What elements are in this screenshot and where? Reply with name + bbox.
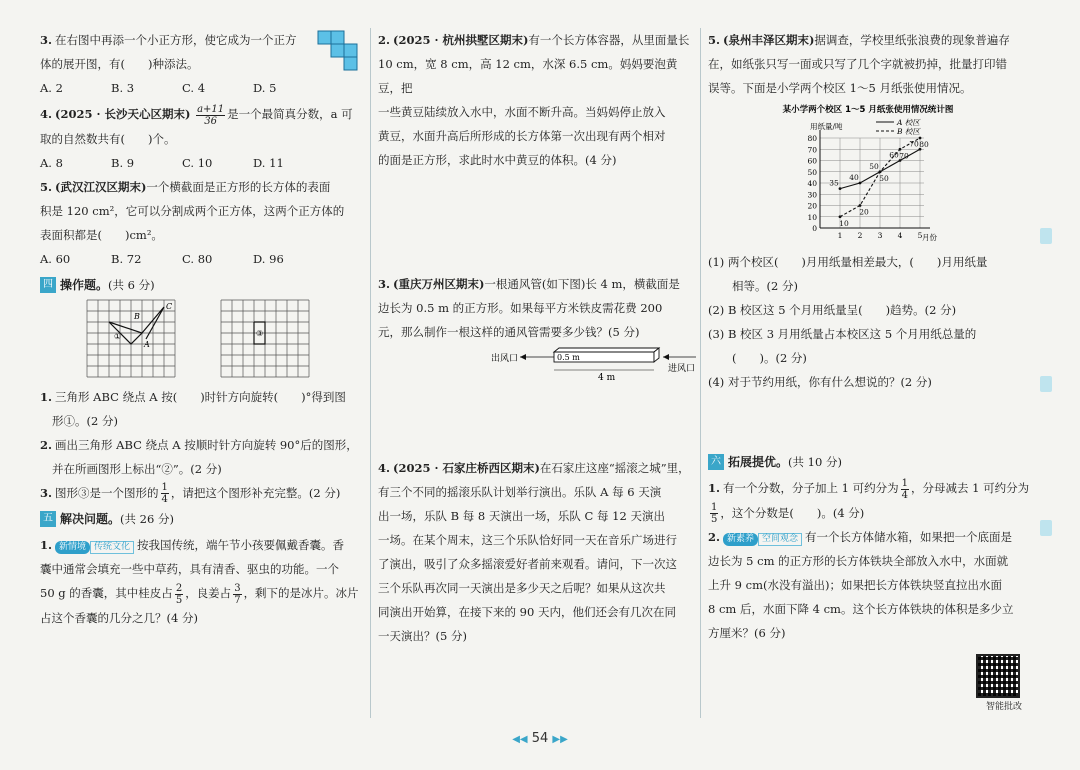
operation-2: 2. 画出三角形 ABC 绕点 A 按顺时针方向旋转 90°后的图形， 并在所画图形上标出“②”。(2 分)	[40, 437, 358, 476]
new-literacy-tag: 新素养	[723, 533, 758, 546]
problem-c2-3: 3. (重庆万州区期末)一根通风管(如下图)长 4 m，横截面是 边长为 0.5 m 的正方形。如果每平方米铁皮需花费 200 元，那么制作一根这样的通风管需要多少钱？(5 分)	[378, 277, 680, 339]
column-middle	[378, 28, 696, 720]
y-tick-label: 70	[807, 145, 817, 155]
data-label: 10	[839, 218, 849, 228]
option-b[interactable]: B. 3	[111, 81, 135, 95]
fraction: $\frac{2}{5}$	[175, 582, 183, 606]
legend-b: B 校区	[897, 127, 920, 136]
column-divider	[370, 28, 371, 718]
option-c[interactable]: C. 4	[182, 81, 206, 95]
problem-c2-2: 2. (2025 · 杭州拱墅区期末)有一个长方体容器，从里面量长 10 cm，宽 8 cm，高 12 cm，水深 6.5 cm。妈妈要泡黄豆，把 一些黄豆陆续放入水中，水面不断升高。当妈妈停止放入 黄豆，水面升高后所形成的长方体第一次出现有两个相对 的面是正方形，求此时水中黄豆的体积。(4 分)	[378, 33, 690, 167]
extension-1: 1. 有一个分数，分子加上 1 可约分为 $\frac{1}{4}$ ，分母减去 1 可约分为 $\frac{1}{5}$ ，这个分数是( )。(4 分)	[708, 477, 1030, 525]
data-label: 80	[919, 140, 929, 149]
y-tick-label: 0	[812, 224, 817, 233]
option-a[interactable]: A. 8	[40, 155, 63, 170]
cube-net-figure	[317, 30, 365, 76]
fraction: $\frac{3}{7}$	[234, 582, 241, 606]
question-c1-3: 3. 在右图中再添一个小正方形，使它成为一个正方 体的展开图，有( )种添法。 A. 2 B. 3 C. 4 D. 5	[40, 28, 368, 100]
fraction: $\frac{1}{4}$	[901, 477, 909, 501]
y-tick-label: 60	[807, 156, 817, 166]
data-label: 50	[869, 161, 879, 171]
side-length-label: 0.5 m	[557, 353, 580, 362]
length-label: 4 m	[598, 373, 616, 383]
y-tick-label: 40	[807, 179, 817, 188]
grid-figures	[40, 299, 368, 385]
chart-ylabel: 用纸量/吨	[810, 122, 843, 131]
side-tab	[1040, 520, 1052, 536]
sub-question-3: (3) B 校区 3 月用纸量占本校区这 5 个月用纸总量的 ( )。(2 分)	[708, 327, 977, 365]
data-label: 70	[909, 139, 919, 149]
qr-code[interactable]	[976, 654, 1020, 698]
data-point	[879, 170, 882, 173]
option-b[interactable]: B. 9	[111, 155, 135, 170]
data-label: 60	[889, 150, 899, 160]
x-tick-label: 5	[917, 231, 923, 240]
operation-3: 3. 图形③是一个图形的 $\frac{1}{4}$ ，请把这个图形补充完整。(2 分)	[40, 482, 341, 505]
option-a[interactable]: A. 2	[40, 81, 63, 95]
fraction: $\frac{1}{5}$	[711, 502, 718, 525]
data-label: 50	[879, 173, 889, 183]
question-c1-5: 5. (武汉江汉区期末)一个横截面是正方形的长方体的表面 积是 120 cm²，它可以分割成两个正方体，这两个正方体的 表面积都是( )cm²。 A. 60 B. 72 C. 80 D. 96	[40, 175, 368, 271]
side-tab	[1040, 228, 1052, 244]
legend-a: A 校区	[897, 118, 920, 127]
inlet-label: 进风口	[668, 364, 696, 374]
column-left	[40, 28, 368, 720]
data-label: 20	[859, 207, 869, 217]
options	[40, 247, 368, 271]
chart-xlabel: 月份	[922, 233, 937, 242]
side-tab	[1040, 376, 1052, 392]
option-a[interactable]: A. 60	[40, 251, 71, 266]
grid-right	[220, 299, 314, 383]
question-c1-4: 4. (2025 · 长沙天心区期末) $\frac{a+11}{36}$ 是一个最简真分数，a 可 取的自然数共有( )个。 A. 8 B. 9 C. 10 D. 11	[40, 102, 368, 175]
grid-left	[86, 299, 180, 383]
x-tick-label: 1	[837, 231, 843, 240]
option-d[interactable]: D. 5	[253, 81, 277, 95]
next-arrows-icon: ▶▶	[552, 734, 568, 745]
culture-tag: 传统文化	[90, 541, 134, 554]
label-shape-3: ③	[256, 328, 264, 338]
column-right	[708, 28, 1030, 720]
section-header-4: 四 操作题。 (共 6 分)	[40, 273, 368, 297]
chart-title: 某小学两个校区 1～5 月纸张使用情况统计图	[782, 105, 954, 115]
data-label: 35	[829, 178, 839, 188]
data-label: 40	[849, 173, 859, 182]
page-number: 54	[531, 731, 549, 746]
chart-legend	[876, 118, 921, 136]
ventilation-pipe-figure	[378, 344, 696, 384]
prev-arrows-icon: ◀◀	[512, 734, 528, 745]
y-tick-label: 50	[807, 167, 817, 177]
new-context-tag: 新情境	[55, 541, 90, 554]
sub-question-2: (2) B 校区这 5 个月用纸量呈( )趋势。(2 分)	[708, 303, 957, 317]
y-tick-label: 80	[807, 134, 817, 143]
section-header-6: 六 拓展提优。 (共 10 分)	[708, 450, 1030, 474]
option-d[interactable]: D. 96	[253, 251, 284, 266]
label-b: B	[134, 311, 140, 321]
x-tick-label: 4	[897, 231, 903, 240]
page-footer	[0, 731, 1080, 746]
problem-c3-5: 5. (泉州丰泽区期末)据调查，学校里纸张浪费的现象普遍存 在，如纸张只写一面或只写了几个字就被扔掉，批量打印错 误等。下面是小学两个校区 1～5 月纸张使用情况。	[708, 33, 1010, 95]
extension-2: 2. 新素养 空间观念 有一个长方体储水箱，如果把一个底面是 边长为 5 cm 的正方形的长方体铁块全部放入水中，水面就 上升 9 cm(水没有溢出)；如果把长方体铁块竖直拉出水面 8 cm 后，水面下降 4 cm。这个长方体铁块的体积是多少立 方厘米？(6 分)	[708, 530, 1014, 640]
x-tick-label: 2	[857, 231, 863, 240]
data-point	[899, 148, 902, 151]
data-label: 70	[899, 151, 909, 161]
sub-question-1: (1) 两个校区( )月用纸量相差最大，( )月用纸量 相等。(2 分)	[708, 255, 988, 293]
label-c: C	[166, 301, 173, 311]
sub-question-4: (4) 对于节约用纸，你有什么想说的？(2 分)	[708, 375, 932, 389]
y-tick-label: 30	[807, 190, 817, 200]
problem-c2-4: 4. (2025 · 石家庄桥西区期末)在石家庄这座“摇滚之城”里， 有三个不同的摇滚乐队计划举行演出。乐队 A 每 6 天演 出一场，乐队 B 每 8 天演出一场，乐队 C 每 12 天演出 一场。在某个周末，这三个乐队恰好同一天在音乐广场进行 了演出，吸引了众多摇滚爱好者前来观看。请问，下一次这 三个乐队再次同一天演出是多少天之后呢？如果从这次共 同演出开始算，在接下来的 90 天内，他们还会有几次在同 一天演出？(5 分)	[378, 461, 690, 643]
paper-usage-line-chart	[708, 100, 1030, 250]
fraction: $\frac{1}{4}$	[161, 482, 168, 505]
y-tick-label: 10	[807, 212, 817, 222]
label-a: A	[144, 339, 150, 349]
outlet-label: 出风口	[490, 354, 518, 364]
options	[40, 76, 368, 100]
label-shape-1: ①	[114, 331, 122, 341]
options	[40, 151, 368, 175]
data-point	[839, 215, 842, 218]
option-d[interactable]: D. 11	[253, 155, 284, 170]
x-tick-label: 3	[877, 231, 883, 240]
problem-c1-1: 1. 新情境 传统文化 按我国传统，端午节小孩要佩戴香囊。香 囊中通常会填充一些中草药，具有清香、驱虫的功能。一个 50 g 的香囊，其中桂皮占 $\frac{2}{5}$ ，良姜占 $\frac{3}{7}$ ，剩下的是冰片。冰片 占这个香囊的几分之几？(4 分)	[40, 538, 359, 625]
column-divider	[700, 28, 701, 718]
qr-label: 智能批改	[985, 702, 1022, 712]
option-b[interactable]: B. 72	[111, 251, 142, 266]
data-point	[919, 137, 922, 140]
section-header-5: 五 解决问题。 (共 26 分)	[40, 507, 368, 531]
option-c[interactable]: C. 80	[182, 251, 213, 266]
spatial-concept-tag: 空间观念	[758, 533, 802, 546]
data-point	[859, 204, 862, 207]
fraction: $\frac{a+11}{36}$	[197, 103, 225, 127]
option-c[interactable]: C. 10	[182, 155, 213, 170]
operation-1: 1. 三角形 ABC 绕点 A 按( )时针方向旋转( )°得到图 形①。(2 分)	[40, 389, 346, 428]
y-tick-label: 20	[807, 201, 817, 211]
data-point	[839, 187, 842, 190]
data-point	[859, 182, 862, 185]
